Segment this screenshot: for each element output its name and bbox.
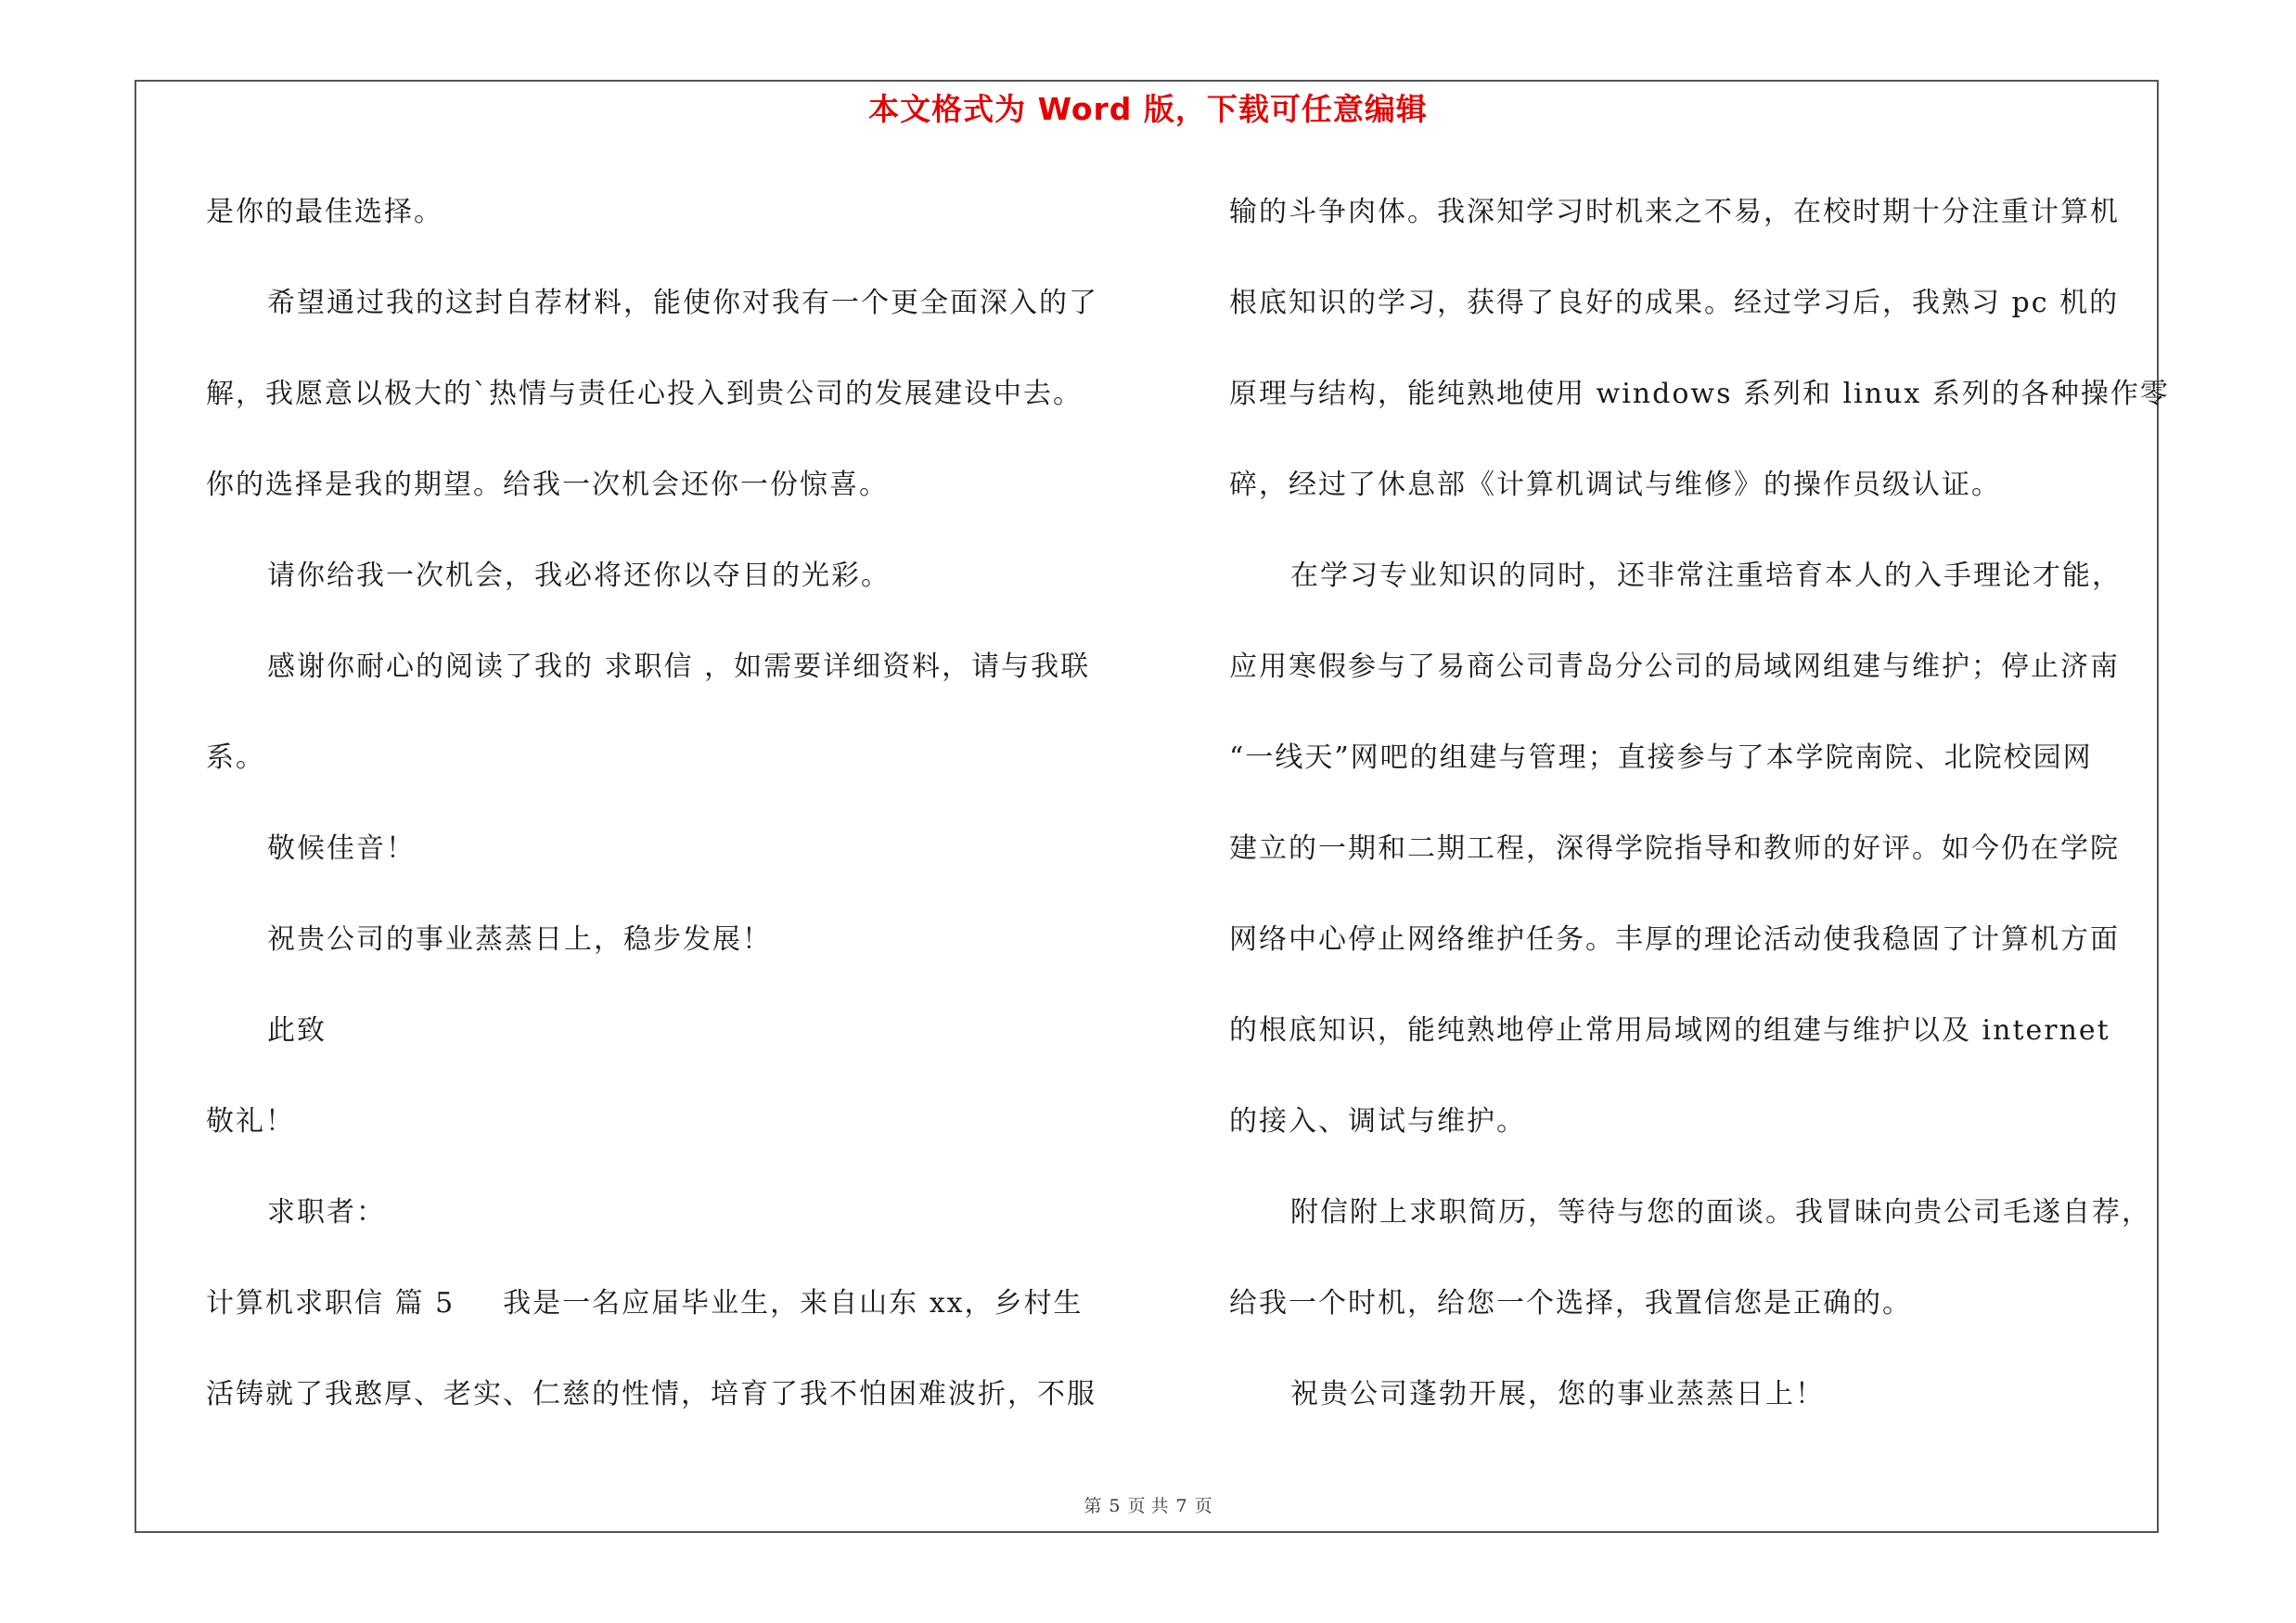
current-page-number: 5 [1109, 1496, 1121, 1516]
text-line: 请你给我一次机会，我必将还你以夺目的光彩。 [267, 560, 891, 592]
text-line: 的接入、调试与维护。 [1229, 1105, 1526, 1138]
total-page-count: 7 [1175, 1496, 1187, 1516]
text-line: 敬候佳音！ [267, 832, 416, 865]
footer-suffix: 页 [1194, 1496, 1212, 1516]
text-line: 原理与结构，能纯熟地使用 windows 系列和 linux 系列的各种操作零 [1229, 378, 2170, 410]
section-heading: 计算机求职信 篇 5 [206, 1287, 455, 1320]
text-line: 感谢你耐心的阅读了我的 求职信 ，如需要详细资料，请与我联 [267, 650, 1091, 683]
left-text-column [206, 180, 1134, 1453]
text-line: 建立的一期和二期工程，深得学院指导和教师的好评。如今仍在学院 [1229, 832, 2120, 865]
section-first-text: 我是一名应届毕业生，来自山东 xx，乡村生 [503, 1287, 1084, 1320]
text-line: 祝贵公司蓬勃开展，您的事业蒸蒸日上！ [1290, 1378, 1825, 1410]
text-line: 应用寒假参与了易商公司青岛分公司的局域网组建与维护；停止济南 [1229, 650, 2120, 683]
text-line: 祝贵公司的事业蒸蒸日上，稳步发展！ [267, 923, 772, 956]
footer-prefix: 第 [1084, 1496, 1102, 1516]
page-banner: 本文格式为 Word 版，下载可任意编辑 [868, 91, 1428, 127]
text-line: 网络中心停止网络维护任务。丰厚的理论活动使我稳固了计算机方面 [1229, 923, 2120, 956]
text-line: 此致 [267, 1014, 327, 1047]
text-line: 活铸就了我憨厚、老实、仁慈的性情，培育了我不怕困难波折，不服 [206, 1378, 1097, 1410]
text-line: “一线天”网吧的组建与管理；直接参与了本学院南院、北院校园网 [1229, 741, 2093, 774]
text-line: 在学习专业知识的同时，还非常注重培育本人的入手理论才能， [1290, 560, 2122, 592]
text-line: 的根底知识，能纯熟地停止常用局域网的组建与维护以及 internet [1229, 1014, 2110, 1047]
text-line: 你的选择是我的期望。给我一次机会还你一份惊喜。 [206, 469, 889, 501]
text-line: 是你的最佳选择。 [206, 196, 443, 228]
text-line: 给我一个时机，给您一个选择，我置信您是正确的。 [1229, 1287, 1912, 1320]
text-line: 希望通过我的这封自荐材料，能使你对我有一个更全面深入的了 [267, 287, 1098, 319]
text-line: 系。 [206, 741, 265, 774]
text-line: 附信附上求职简历，等待与您的面谈。我冒昧向贵公司毛遂自荐， [1290, 1196, 2151, 1229]
text-line: 碎，经过了休息部《计算机调试与维修》的操作员级认证。 [1229, 469, 2001, 501]
text-line: 输的斗争肉体。我深知学习时机来之不易，在校时期十分注重计算机 [1229, 196, 2120, 228]
right-text-column [1229, 180, 2170, 1453]
text-line: 求职者： [267, 1196, 386, 1229]
text-line: 根底知识的学习，获得了良好的成果。经过学习后，我熟习 pc 机的 [1229, 287, 2120, 319]
text-line-section-start [206, 1271, 1134, 1362]
footer-middle: 页 共 [1127, 1496, 1169, 1516]
text-line: 敬礼！ [206, 1105, 295, 1138]
page-number-footer [0, 1492, 2296, 1520]
text-line: 解，我愿意以极大的`热情与责任心投入到贵公司的发展建设中去。 [206, 378, 1083, 410]
